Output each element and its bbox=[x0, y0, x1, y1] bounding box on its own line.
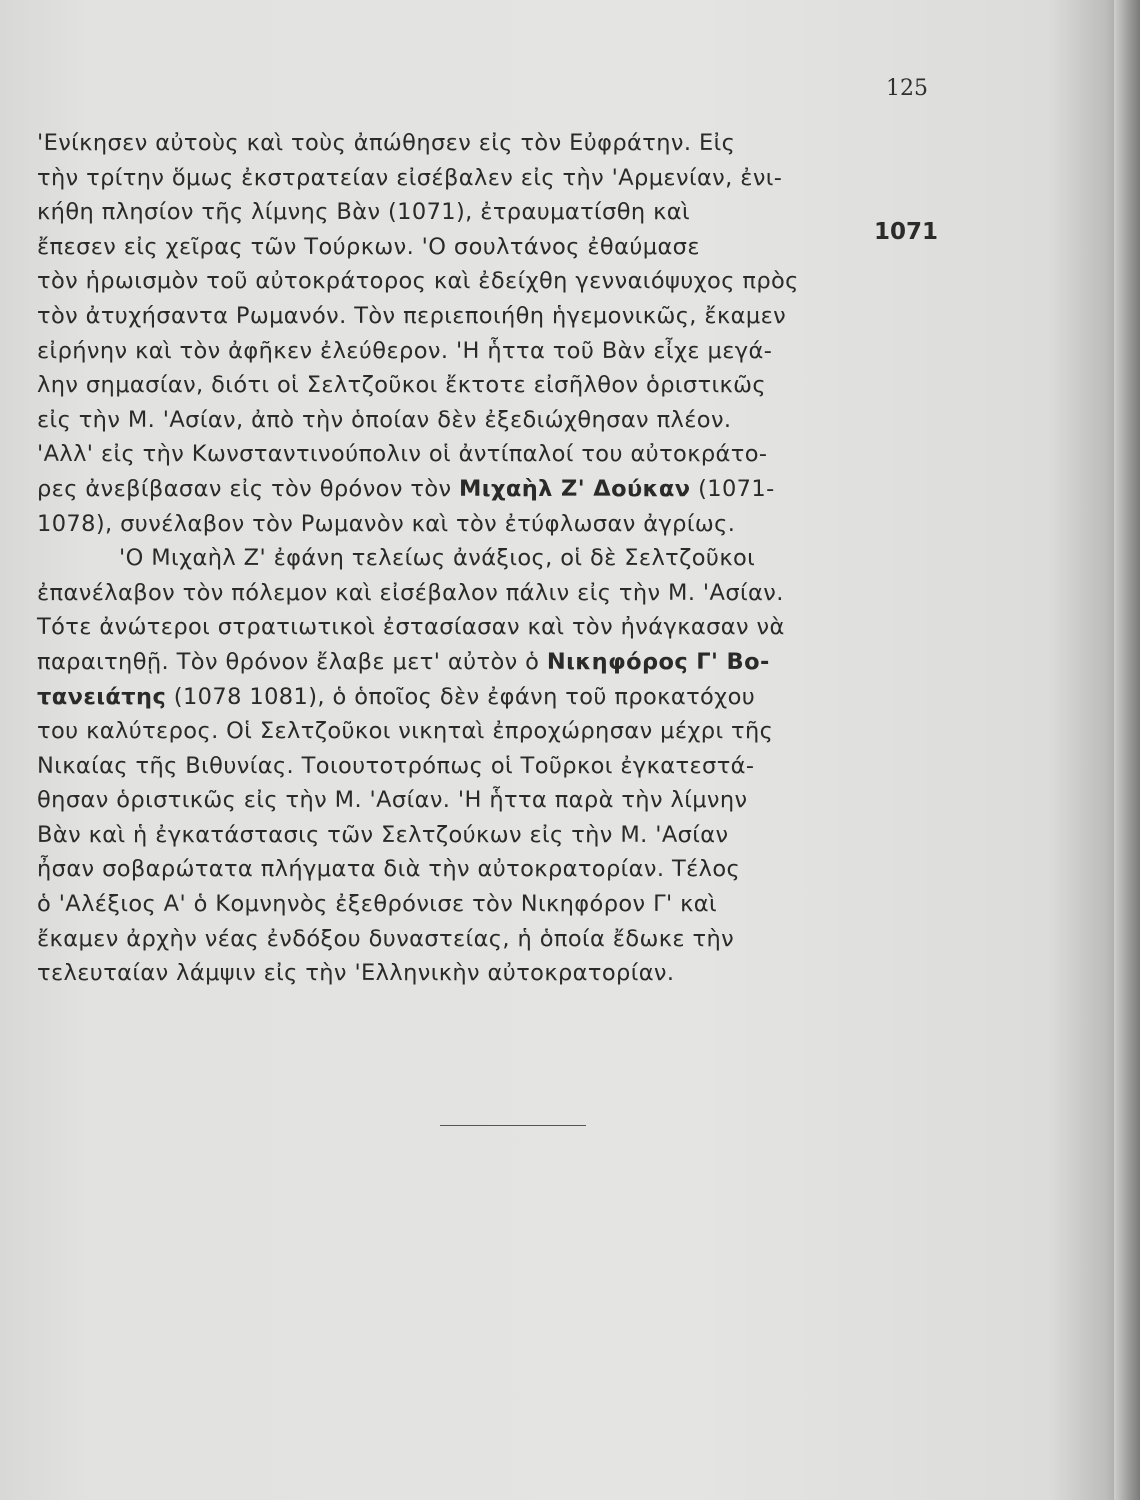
text-line: ἔκαμεν ἀρχὴν νέας ἐνδόξου δυναστείας, ἡ ὁποία ἔδωκε τὴν bbox=[37, 925, 735, 952]
margin-year-note: 1071 bbox=[874, 219, 939, 245]
text-line: τελευταίαν λάμψιν εἰς τὴν 'Ελληνικὴν αὐτοκρατορίαν. bbox=[37, 960, 675, 987]
text-line bbox=[37, 472, 937, 507]
text-segment: (1078 1081), ὁ ὁποῖος δὲν ἐφάνη τοῦ προκατόχου bbox=[166, 683, 756, 710]
text-line: 'Αλλ' εἰς τὴν Κωνσταντινούπολιν οἱ ἀντίπαλοί του αὐτοκράτο- bbox=[37, 441, 768, 468]
text-segment: (1071- bbox=[690, 475, 775, 502]
text-line: 1078), συνέλαβον τὸν Ρωμανὸν καὶ τὸν ἐτύφλωσαν ἀγρίως. bbox=[37, 510, 736, 537]
text-line: του καλύτερος. Οἱ Σελτζοῦκοι νικηταὶ ἐπροχώρησαν μέχρι τῆς bbox=[37, 718, 774, 745]
text-segment: παραιτηθῇ. Τὸν θρόνον ἔλαβε μετ' αὐτὸν ὁ bbox=[37, 648, 547, 675]
text-line bbox=[37, 645, 937, 680]
text-line: τὸν ἡρωισμὸν τοῦ αὐτοκράτορος καὶ ἐδείχθη γενναιόψυχος πρὸς bbox=[37, 268, 799, 295]
page-number: 125 bbox=[886, 76, 928, 101]
bold-name: Μιχαὴλ Ζ' Δούκαν bbox=[459, 475, 691, 502]
text-line: ἔπεσεν εἰς χεῖρας τῶν Τούρκων. 'Ο σουλτάνος ἐθαύμασε bbox=[37, 233, 700, 260]
text-line: Νικαίας τῆς Βιθυνίας. Τοιουτοτρόπως οἱ Τοῦρκοι ἐγκατεστά- bbox=[37, 752, 755, 779]
text-line: κήθη πλησίον τῆς λίμνης Βὰν (1071), ἐτραυματίσθη καὶ bbox=[37, 199, 690, 226]
text-line: 'Ενίκησεν αὐτοὺς καὶ τοὺς ἀπώθησεν εἰς τὸν Εὐφράτην. Εἰς bbox=[37, 130, 736, 156]
text-line: εἰρήνην καὶ τὸν ἀφῆκεν ἐλεύθερον. 'Η ἧττα τοῦ Βὰν εἶχε μεγά- bbox=[37, 337, 773, 364]
text-line: λην σημασίαν, διότι οἱ Σελτζοῦκοι ἔκτοτε εἰσῆλθον ὁριστικῶς bbox=[37, 372, 767, 399]
text-segment: ρες ἀνεβίβασαν εἰς τὸν θρόνον τὸν bbox=[37, 475, 460, 502]
bold-name: τανειάτης bbox=[37, 683, 167, 710]
text-line: θησαν ὁριστικῶς εἰς τὴν Μ. 'Ασίαν. 'Η ἧττα παρὰ τὴν λίμνην bbox=[37, 787, 748, 814]
text-line: 'Ο Μιχαὴλ Ζ' ἐφάνη τελείως ἀνάξιος, οἱ δὲ Σελτζοῦκοι bbox=[119, 545, 756, 572]
bold-name: Νικηφόρος Γ' Βο- bbox=[546, 648, 770, 675]
text-line bbox=[37, 680, 937, 715]
text-line: ἐπανέλαβον τὸν πόλεμον καὶ εἰσέβαλον πάλιν εἰς τὴν Μ. 'Ασίαν. bbox=[37, 579, 784, 606]
body-text bbox=[37, 126, 937, 991]
text-line: τὴν τρίτην ὅμως ἐκστρατείαν εἰσέβαλεν εἰς τὴν 'Αρμενίαν, ἐνι- bbox=[37, 164, 783, 191]
text-line: τὸν ἀτυχήσαντα Ρωμανόν. Τὸν περιεποιήθη ἡγεμονικῶς, ἔκαμεν bbox=[37, 302, 787, 329]
page-edge-shadow bbox=[1114, 0, 1140, 1500]
text-line: ὁ 'Αλέξιος Α' ὁ Κομνηνὸς ἐξεθρόνισε τὸν Νικηφόρον Γ' καὶ bbox=[37, 891, 718, 918]
end-rule bbox=[440, 1125, 586, 1126]
text-line: ἦσαν σοβαρώτατα πλήγματα διὰ τὴν αὐτοκρατορίαν. Τέλος bbox=[37, 856, 741, 883]
text-line: Τότε ἀνώτεροι στρατιωτικοὶ ἐστασίασαν καὶ τὸν ἠνάγκασαν νὰ bbox=[37, 614, 785, 641]
text-line: εἰς τὴν Μ. 'Ασίαν, ἀπὸ τὴν ὁποίαν δὲν ἐξεδιώχθησαν πλέον. bbox=[37, 406, 732, 433]
text-line: Βὰν καὶ ἡ ἐγκατάστασις τῶν Σελτζούκων εἰς τὴν Μ. 'Ασίαν bbox=[37, 821, 729, 848]
